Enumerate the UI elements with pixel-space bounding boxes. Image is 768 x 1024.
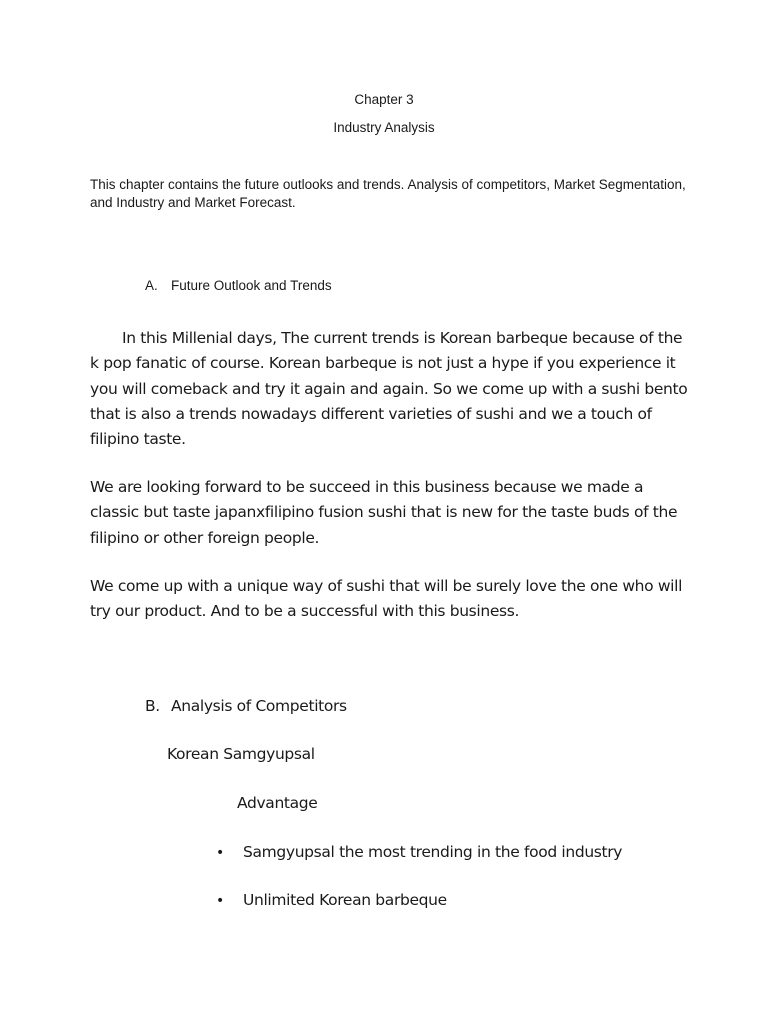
section-b-heading — [145, 697, 347, 715]
section-a-title: Future Outlook and Trends — [171, 278, 332, 293]
list-item-text: Unlimited Korean barbeque — [243, 891, 447, 909]
paragraph-trends — [90, 326, 690, 452]
section-b-title: Analysis of Competitors — [171, 697, 347, 715]
list-item-text: Samgyupsal the most trending in the food industry — [243, 843, 623, 861]
section-a-heading — [145, 278, 332, 293]
bullet-icon: • — [216, 893, 224, 909]
paragraph-product: We come up with a unique way of sushi that will be surely love the one who will try our product. And to be a successful with this business. — [90, 577, 683, 621]
chapter-title: Chapter 3 — [354, 92, 414, 107]
section-a-marker: A. — [145, 278, 158, 293]
list-item — [216, 843, 622, 861]
competitor-name: Korean Samgyupsal — [167, 745, 315, 763]
intro-paragraph: This chapter contains the future outlooks and trends. Analysis of competitors, Market Segmentation, and Industry and Market Forecast. — [90, 177, 686, 210]
list-item — [216, 891, 447, 909]
section-b-marker: B. — [145, 697, 160, 715]
paragraph-trends-text: In this Millenial days, The current trends is Korean barbeque because of the k pop fanatic of course. Korean barbeque is not just a hype if you experience it you will comeback and try it again and again. So we come up with a sushi bento that is also a trends nowadays different varieties of sushi and we a touch of filipino taste. — [90, 329, 688, 449]
advantage-label: Advantage — [237, 794, 318, 812]
bullet-icon: • — [216, 845, 224, 861]
paragraph-business: We are looking forward to be succeed in this business because we made a classic but taste japanxfilipino fusion sushi that is new for the taste buds of the filipino or other foreign people. — [90, 478, 678, 547]
chapter-subtitle: Industry Analysis — [333, 120, 435, 135]
